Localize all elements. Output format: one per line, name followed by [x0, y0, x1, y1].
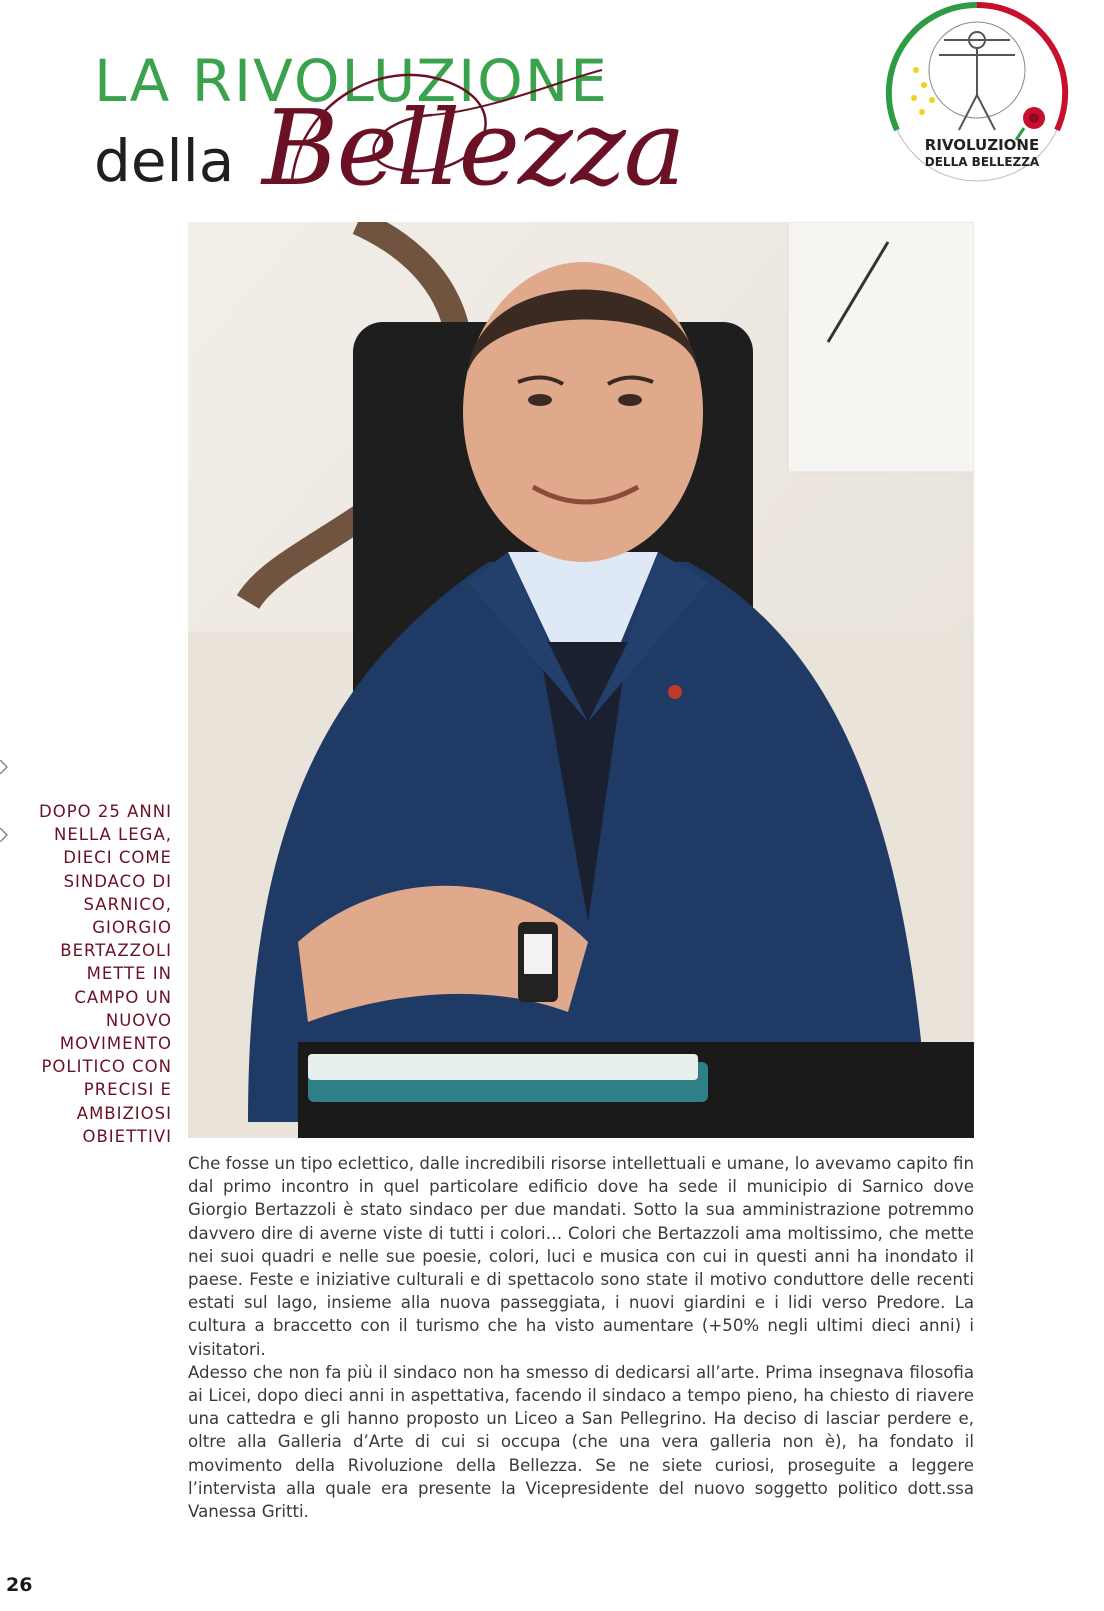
- logo-line2: DELLA BELLEZZA: [924, 155, 1040, 169]
- portrait-illustration: [188, 222, 974, 1138]
- pull-quote-line: AMBIZIOSI: [76, 1103, 172, 1123]
- headline-della: della: [94, 127, 235, 195]
- pull-quote-line: NELLA LEGA,: [53, 825, 172, 845]
- pull-quote-line: SINDACO DI: [63, 871, 172, 891]
- pull-quote-line: BERTAZZOLI: [60, 941, 172, 961]
- pull-quote-line: OBIETTIVI: [82, 1126, 172, 1146]
- article-paragraph: Adesso che non fa più il sindaco non ha smesso di dedicarsi all’arte. Prima insegnava filosofia ai Licei, dopo dieci anni in aspettativa, facendo il sindaco a tempo pieno, ha chiesto di riavere una cattedra e gli hanno proposto un Liceo a San Pellegrino. Ha deciso di lasciar perdere e, oltre alla Galleria d’Arte di cui si occupa (che una vera galleria non è), ha fondato il movimento della Rivoluzione della Bellezza. Se ne siete curiosi, proseguite a leggere l’intervista alla quale era presente la Vicepresidente del nuovo soggetto politico dott.ssa Vanessa Gritti.: [188, 1362, 974, 1522]
- pull-quote-line: METTE IN: [86, 964, 172, 984]
- pull-quote: [20, 800, 172, 1148]
- pull-quote-line: CAMPO UN: [74, 987, 172, 1007]
- portrait-photo: [188, 222, 974, 1138]
- edge-arrow-icon: [0, 760, 8, 774]
- headline-bellezza: Bellezza: [262, 87, 684, 209]
- edge-arrow-icon: [0, 828, 8, 842]
- article-body: [188, 1152, 974, 1523]
- pull-quote-line: NUOVO: [105, 1010, 172, 1030]
- page-number: 26: [6, 1574, 33, 1596]
- logo-line1: RIVOLUZIONE: [924, 136, 1040, 154]
- headline-rivoluzione: LA RIVOLUZIONE: [94, 47, 609, 115]
- pull-quote-line: DOPO 25 ANNI: [39, 802, 172, 821]
- pull-quote-line: DIECI COME: [63, 848, 172, 868]
- pull-quote-line: GIORGIO: [92, 918, 172, 938]
- article-paragraph: Che fosse un tipo eclettico, dalle incredibili risorse intellettuali e umane, lo avevamo capito fin dal primo incontro in quel particolare edificio dove ha sede il municipio di Sarnico dove Giorgio Bertazzoli è stato sindaco per due mandati. Sotto la sua amministrazione potremmo davvero dire di averne viste di tutti i colori… Colori che Bertazzoli ama moltissimo, che mette nei suoi quadri e nelle sue poesie, colori, luci e musica con cui in questi anni ha inondato il paese. Feste e iniziative culturali e di spettacolo sono state il motivo conduttore delle recenti estati sul lago, insieme alla nuova passeggiata, i nuovi giardini e i lidi verso Predore. La cultura a braccetto con il turismo che ha visto aumentare (+50% negli ultimi dieci anni) i visitatori.: [188, 1154, 974, 1359]
- pull-quote-line: PRECISI E: [83, 1080, 172, 1100]
- pull-quote-line: MOVIMENTO: [59, 1034, 172, 1054]
- pull-quote-line: SARNICO,: [83, 894, 172, 914]
- pull-quote-line: POLITICO CON: [41, 1057, 172, 1077]
- rivoluzione-della-bellezza-logo: [884, 0, 1070, 186]
